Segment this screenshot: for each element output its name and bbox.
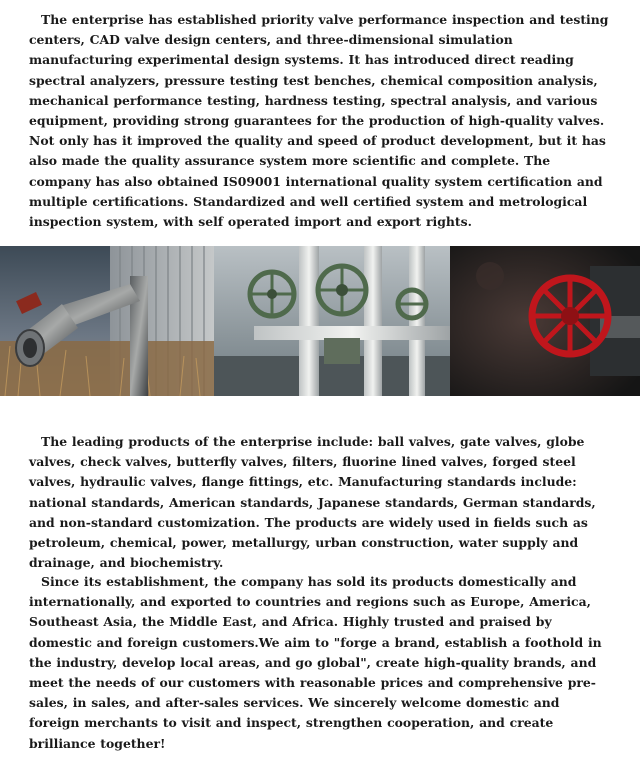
- pipe-hydrant-photo-icon: [0, 246, 214, 396]
- intro-paragraph: The enterprise has established priority valve performance inspection and testing centers, CAD valve design centers, and three-dimensional simulation manufacturing experimental design systems. It has introduced direct reading spectral analyzers, pressure testing test benches, chemical composition analysis, mechanical performance testing, hardness testing, spectral analysis, and various equipment, providing strong guarantees for the production of high-quality valves. Not only has it improved the quality and speed of product development, but it has also made the quality assurance system more scientific and complete. The company has also obtained IS09001 international quality system certification and multiple certifications. Standardized and well certified system and metrological inspection system, with self operated import and export rights.: [29, 12, 609, 230]
- products-paragraph: The leading products of the enterprise include: ball valves, gate valves, globe valves, check valves, butterfly valves, filters, fluorine lined valves, forged steel valves, hydraulic valves, flange fittings, etc. Manufacturing standards include: national standards, American standards, Japanese standards, German standards, and non-standard customization. The products are widely used in fields such as petroleum, chemical, power, metallurgy, urban construction, water supply and drainage, and biochemistry.: [29, 434, 596, 571]
- green-valve-wheels-photo-icon: [214, 246, 450, 396]
- valve-photo-strip: [0, 246, 640, 396]
- market-paragraph: Since its establishment, the company has sold its products domestically and internationally, and exported to countries and regions such as Europe, America, Southeast Asia, the Middle East, and Africa. Highly trusted and praised by domestic and foreign customers.We aim to "forge a brand, establish a foothold in the industry, develop local areas, and go global", create high-quality brands, and meet the needs of our customers with reasonable prices and comprehensive pre-sales, in sales, and after-sales services. We sincerely welcome domestic and foreign merchants to visit and inspect, strengthen cooperation, and create brilliance together!: [29, 574, 602, 751]
- red-valve-wheel-photo-icon: [450, 246, 640, 396]
